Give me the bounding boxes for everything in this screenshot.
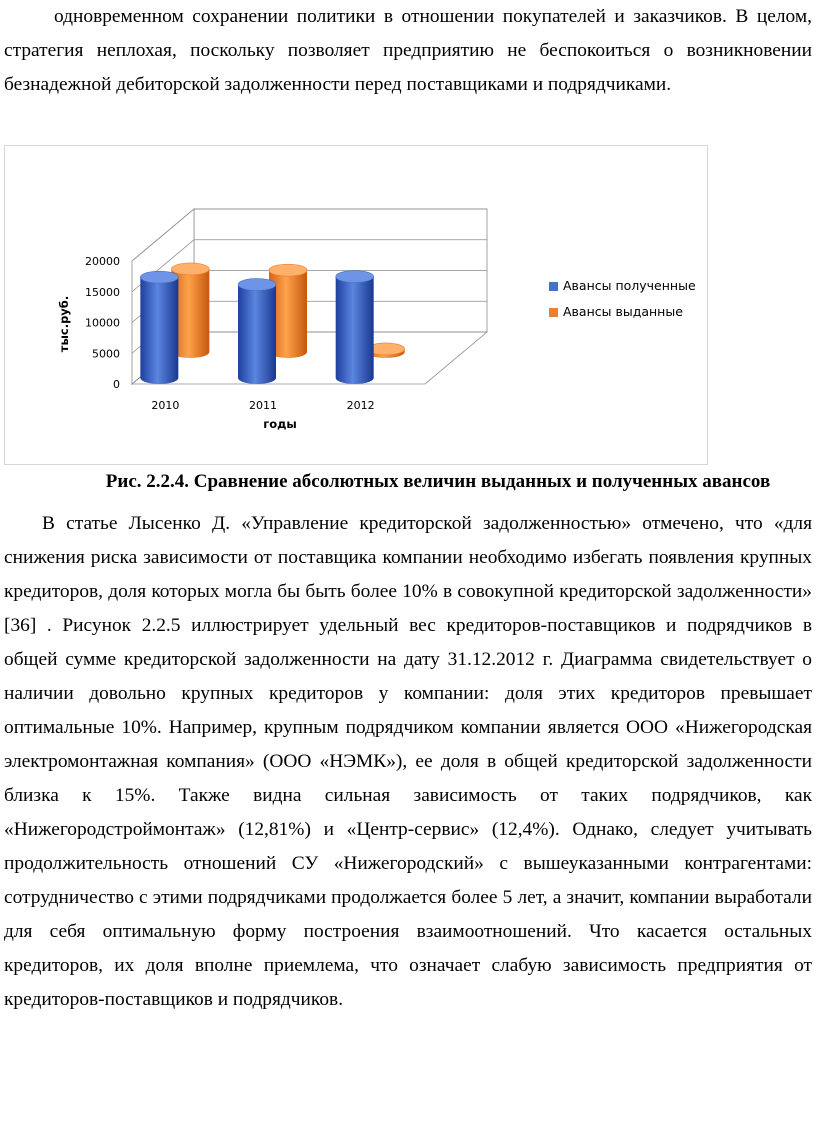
- chart-legend: [549, 278, 696, 319]
- legend-label: Авансы полученные: [563, 278, 696, 293]
- bar-top: [171, 263, 209, 275]
- y-tick-label: 15000: [85, 285, 120, 299]
- x-tick-label: 2011: [249, 399, 278, 412]
- bar-top: [140, 271, 178, 283]
- y-tick-label: 0: [113, 378, 120, 391]
- x-tick-label: 2010: [151, 399, 180, 412]
- advances-chart: [4, 145, 708, 465]
- bar-авансы-полученные-2011: [238, 279, 276, 384]
- legend-item: [549, 304, 683, 319]
- legend-swatch: [549, 308, 558, 317]
- y-tick-label: 5000: [92, 347, 120, 361]
- paragraph-top: одновременном сохранении политики в отношении покупателей и заказчиков. В целом, стратегия неплохая, поскольку позволяет предприятию не беспокоиться о возникновении безнадежной дебиторской задолженности перед поставщиками и подрядчиками.: [4, 6, 812, 95]
- bar-top: [336, 271, 374, 283]
- y-tick-label: 20000: [85, 255, 120, 268]
- x-axis-title: годы: [263, 417, 297, 431]
- figure-caption: Рис. 2.2.4. Сравнение абсолютных величин выданных и полученных авансов: [105, 471, 771, 492]
- chart-canvas: [5, 146, 707, 464]
- bar-body: [238, 285, 276, 384]
- bar-авансы-полученные-2012: [336, 271, 374, 384]
- legend-label: Авансы выданные: [563, 304, 683, 319]
- bar-top: [269, 264, 307, 276]
- bar-авансы-полученные-2010: [140, 271, 178, 384]
- bar-body: [140, 277, 178, 384]
- paragraph-bottom: В статье Лысенко Д. «Управление кредиторской задолженностью» отмечено, что «для снижения риска зависимости от поставщика компании необходимо избегать появления крупных кредиторов, доля которых могла бы быть более 10% в совокупной кредиторской задолженности» [36] . Рисунок 2.2.5 иллюстрирует удельный вес кредиторов-поставщиков и подрядчиков в общей сумме кредиторской задолженности на дату 31.12.2012 г. Диаграмма свидетельствует о наличии довольно крупных кредиторов у компании: доля этих кредиторов превышает оптимальные 10%. Например, крупным подрядчиком компании является ООО «Нижегородская электромонтажная компания» (ООО «НЭМК»), ее доля в общей кредиторской задолженности близка к 15%. Также видна сильная зависимость от таких подрядчиков, как «Нижегородстроймонтаж» (12,81%) и «Центр-сервис» (12,4%). Однако, следует учитывать продолжительность отношений СУ «Нижегородский» с вышеуказанными контрагентами: сотрудничество с этими подрядчиками продолжается более 5 лет, а значит, компании выработали для себя оптимальную форму построения взаимоотношений. Что касается остальных кредиторов, их доля вполне приемлема, что означает слабую зависимость предприятия от кредиторов-поставщиков и подрядчиков.: [4, 513, 812, 1010]
- y-axis-title: тыс.руб.: [57, 295, 71, 353]
- legend-swatch: [549, 282, 558, 291]
- bar-body: [336, 277, 374, 384]
- bar-top: [238, 279, 276, 291]
- y-tick-label: 10000: [85, 316, 120, 330]
- legend-item: [549, 278, 696, 293]
- x-tick-label: 2012: [346, 399, 375, 412]
